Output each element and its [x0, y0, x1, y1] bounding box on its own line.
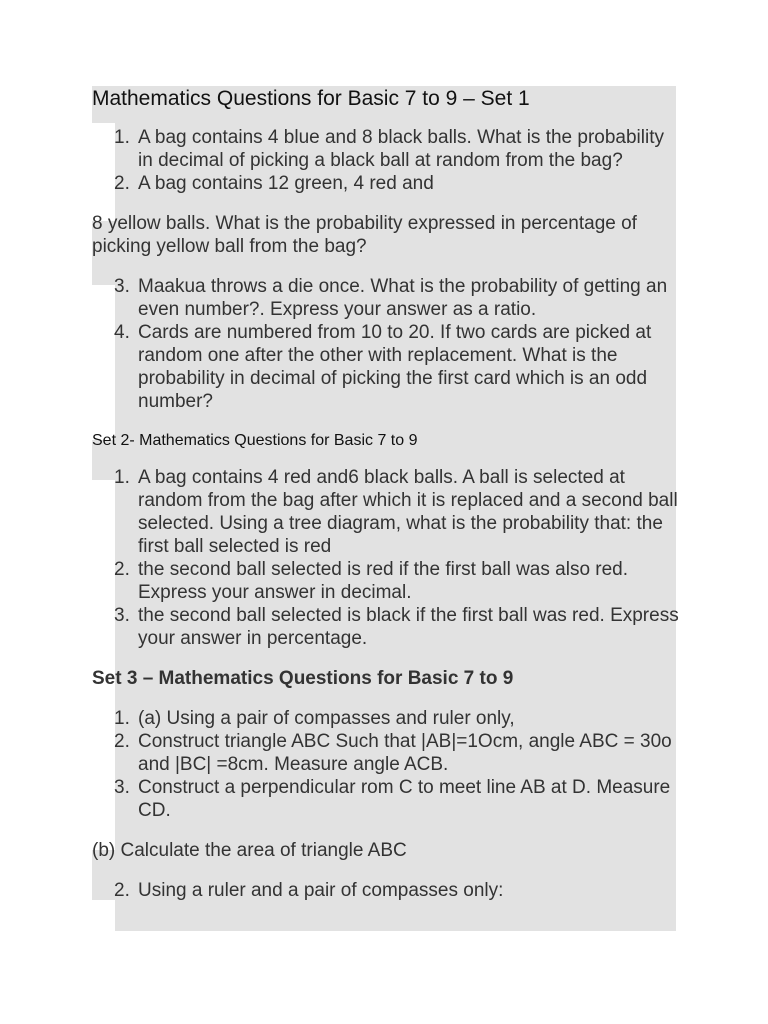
set1-continuation: 8 yellow balls. What is the probability expressed in percentage of picking yellow ball from the bag?	[92, 213, 637, 257]
list-item-text: Construct triangle ABC Such that |AB|=1Ocm, angle ABC = 30o and |BC| =8cm. Measure angle ACB.	[138, 731, 672, 775]
set3-part-b: (b) Calculate the area of triangle ABC	[92, 840, 407, 861]
list-item: 2. the second ball selected is red if the first ball was also red. Express your answer in decimal.	[114, 559, 629, 603]
set1-list-a	[92, 126, 682, 195]
list-item-text: A bag contains 4 blue and 8 black balls. What is the probability in decimal of picking a black ball at random from the bag?	[138, 127, 664, 171]
list-item: 3. Maakua throws a die once. What is the probability of getting an even number?. Express your answer as a ratio.	[114, 276, 668, 320]
set1-list-b	[92, 275, 682, 413]
list-item: 1. A bag contains 4 red and6 black balls. A ball is selected at random from the bag after which it is replaced and a second ball selected. Using a tree diagram, what is the probability that: the first ball selected is red	[114, 467, 678, 557]
list-item-text: the second ball selected is black if the first ball was red. Express your answer in percentage.	[138, 605, 679, 649]
list-item: 2. Construct triangle ABC Such that |AB|=1Ocm, angle ABC = 30o and |BC| =8cm. Measure angle ACB.	[114, 731, 672, 775]
list-item-text: the second ball selected is red if the first ball was also red. Express your answer in decimal.	[138, 559, 629, 603]
list-item: 2. A bag contains 12 green, 4 red and	[114, 173, 434, 194]
list-item: 3. the second ball selected is black if the first ball was red. Express your answer in percentage.	[114, 605, 679, 649]
list-item-text: A bag contains 12 green, 4 red and	[138, 173, 434, 194]
list-item: 2. Using a ruler and a pair of compasses only:	[114, 880, 504, 901]
set3-list-a	[92, 707, 682, 822]
list-item: 1. (a) Using a pair of compasses and ruler only,	[114, 708, 515, 729]
list-item-text: Cards are numbered from 10 to 20. If two cards are picked at random one after the other with replacement. What is the probability in decimal of picking the first card which is an odd number?	[138, 322, 652, 412]
list-item: 1. A bag contains 4 blue and 8 black balls. What is the probability in decimal of picking a black ball at random from the bag?	[114, 127, 664, 171]
set3-list-b	[92, 879, 682, 902]
set2-list	[92, 466, 682, 650]
list-item-text: Construct a perpendicular rom C to meet line AB at D. Measure CD.	[138, 777, 671, 821]
list-item-text: Using a ruler and a pair of compasses only:	[138, 880, 504, 901]
document-content	[92, 86, 682, 919]
list-item-text: A bag contains 4 red and6 black balls. A ball is selected at random from the bag after which it is replaced and a second ball selected. Using a tree diagram, what is the probability that: the first ball selected is red	[138, 467, 678, 557]
set1-title: Mathematics Questions for Basic 7 to 9 – Set 1	[92, 87, 530, 110]
list-item: 4. Cards are numbered from 10 to 20. If two cards are picked at random one after the other with replacement. What is the probability in decimal of picking the first card which is an odd number?	[114, 322, 652, 412]
list-item: 3. Construct a perpendicular rom C to meet line AB at D. Measure CD.	[114, 777, 671, 821]
set2-title: Set 2- Mathematics Questions for Basic 7 to 9	[92, 432, 418, 449]
set3-title: Set 3 – Mathematics Questions for Basic 7 to 9	[92, 668, 514, 689]
list-item-text: Maakua throws a die once. What is the probability of getting an even number?. Express your answer as a ratio.	[138, 276, 668, 320]
list-item-text: (a) Using a pair of compasses and ruler only,	[138, 708, 515, 729]
